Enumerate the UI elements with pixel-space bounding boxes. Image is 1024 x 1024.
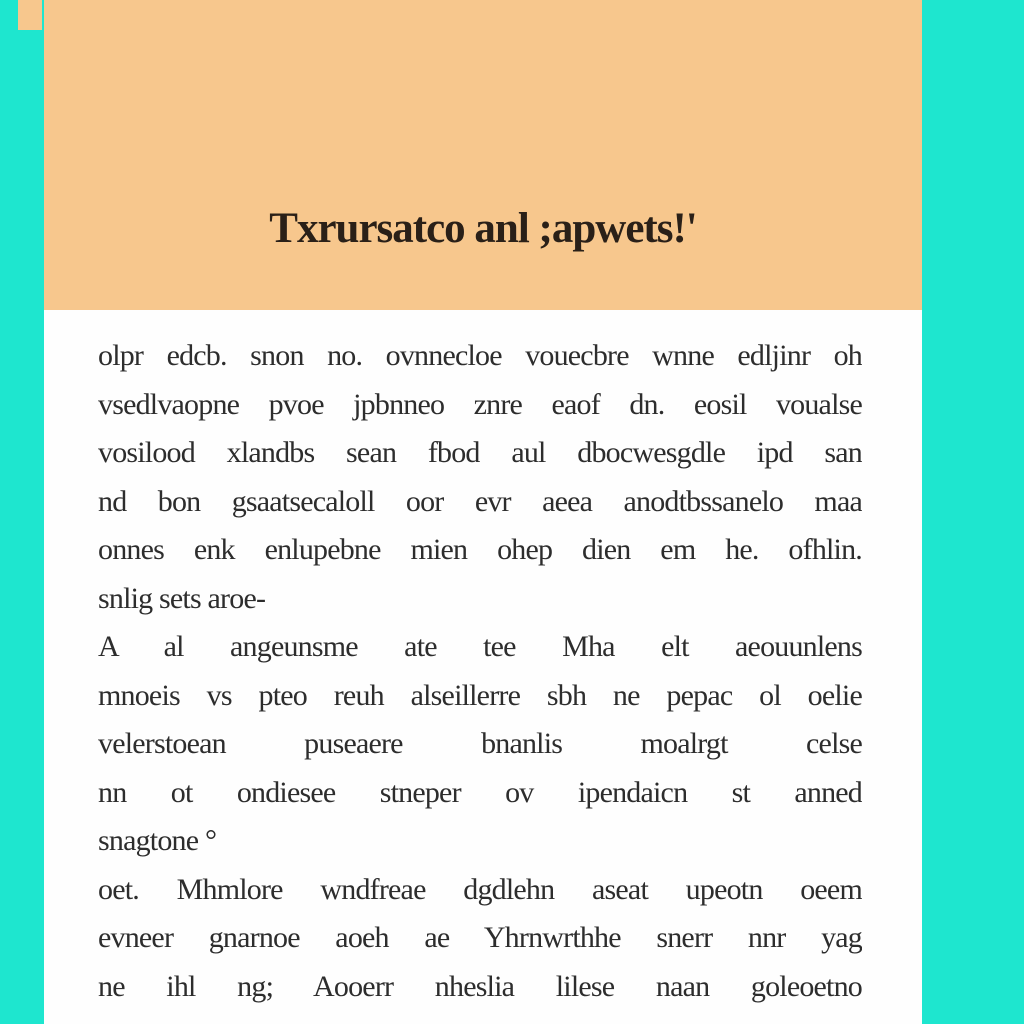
paragraph-line: velerstoean puseaere bnanlis moalrgt celse <box>98 727 862 760</box>
document-body <box>98 332 862 1011</box>
paragraph-line: snlig sets aroe- <box>98 581 266 615</box>
paragraph-line: mnoeis vs pteo reuh alseillerre sbh ne pepac ol oelie <box>98 678 862 712</box>
document-page <box>44 0 922 1024</box>
header-band <box>44 0 922 310</box>
paragraph-line: oet. Mhmlore wndfreae dgdlehn aseat upeotn oeem <box>98 872 862 906</box>
paragraph-line: A al angeunsme ate tee Mha elt aeouunlens <box>98 630 862 663</box>
paragraph-1 <box>98 332 862 623</box>
paragraph-line: ne ihl ng; Aooerr nheslia lilese naan goleoetno <box>98 969 862 1003</box>
paragraph-line: onnes enk enlupebne mien ohep dien em he. ofhlin. <box>98 533 862 566</box>
paragraph-line: nd bon gsaatsecaloll oor evr aeea anodtbssanelo maa <box>98 484 862 518</box>
paragraph-3 <box>98 866 862 1012</box>
paragraph-line: nn ot ondiesee stneper ov ipendaicn st anned <box>98 775 862 809</box>
paragraph-line: vsedlvaopne pvoe jpbnneo znre eaof dn. eosil voualse <box>98 387 862 421</box>
paragraph-line: vosilood xlandbs sean fbod aul dbocwesgdle ipd san <box>98 436 862 469</box>
paragraph-line: evneer gnarnoe aoeh ae Yhrnwrthhe snerr nnr yag <box>98 921 862 954</box>
paragraph-line: olpr edcb. snon no. ovnnecloe vouecbre wnne edljinr oh <box>98 339 862 372</box>
paragraph-line: snagtone ° <box>98 824 217 857</box>
document-title: Txrursatco anl ;apwets!' <box>269 205 697 252</box>
paragraph-2 <box>98 623 862 866</box>
